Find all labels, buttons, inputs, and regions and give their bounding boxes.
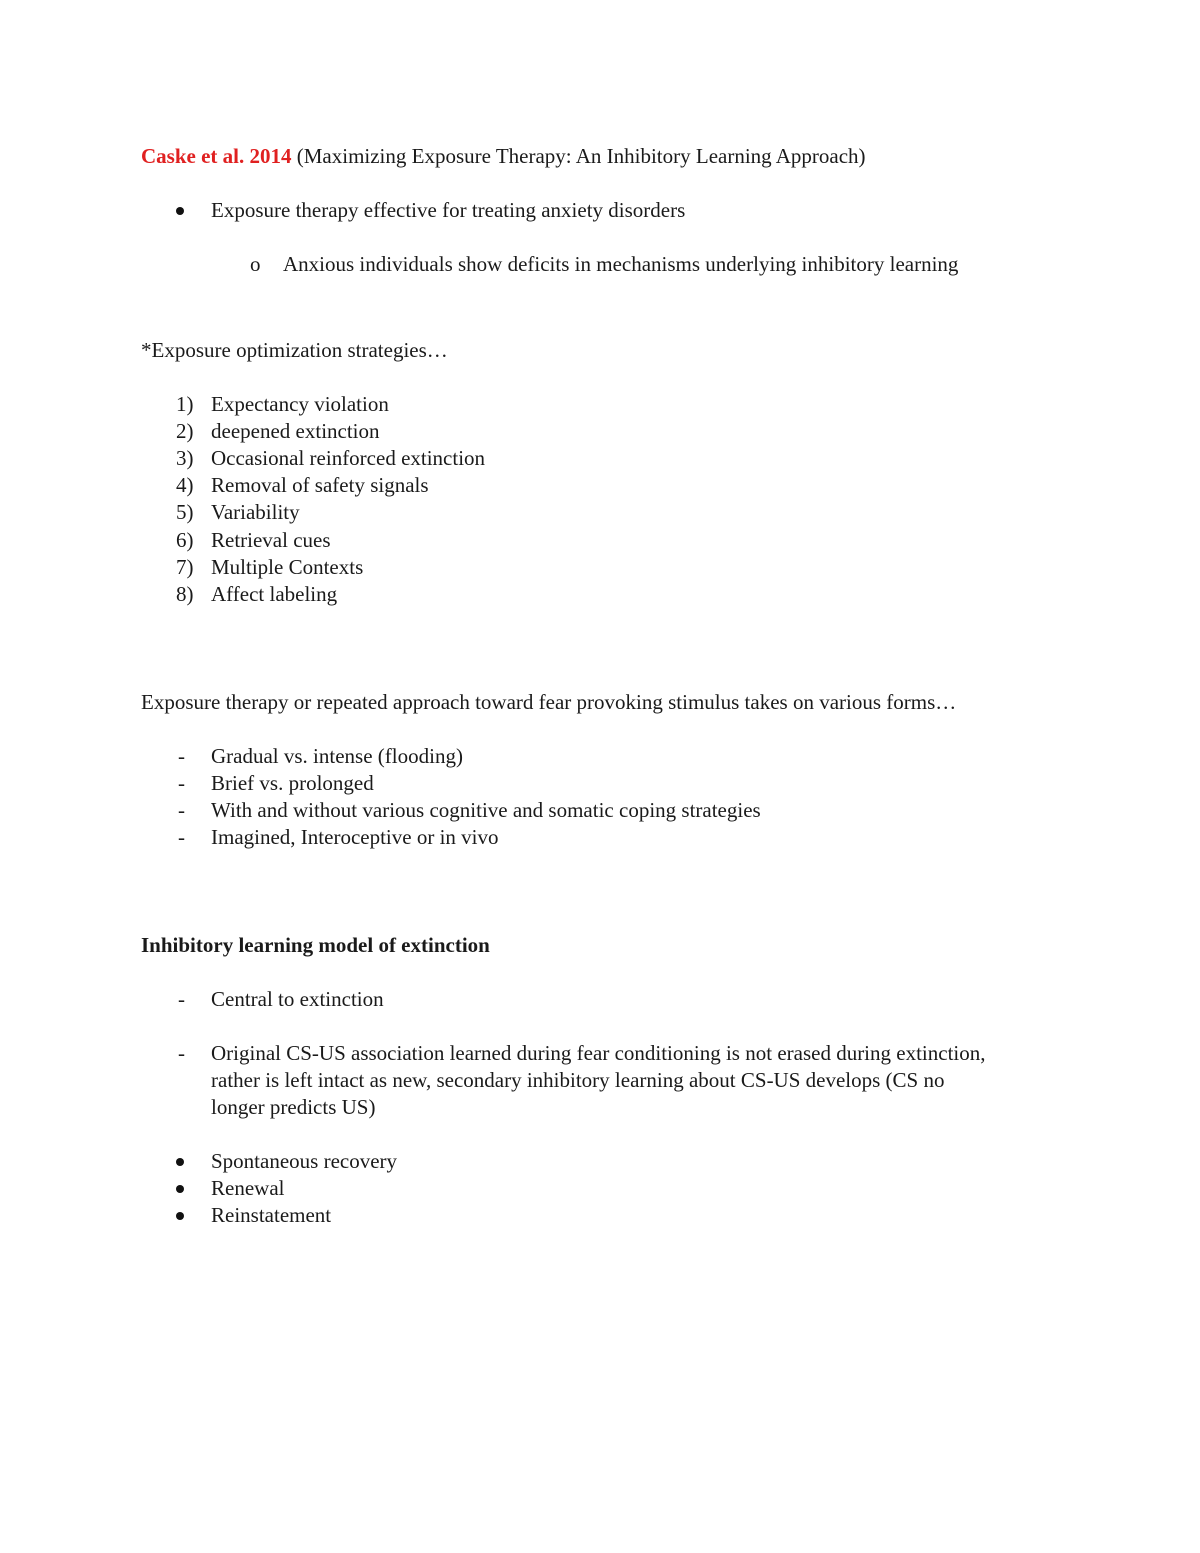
dash-marker: - [178, 825, 185, 849]
bullet-dot-icon [176, 1212, 184, 1220]
list-number: 1) [176, 392, 194, 416]
list-item-text: Gradual vs. intense (flooding) [211, 744, 463, 768]
list-item-text: Brief vs. prolonged [211, 771, 374, 795]
list-item-text: Affect labeling [211, 582, 338, 606]
intro-bullet-text: Exposure therapy effective for treating anxiety disorders [211, 198, 686, 222]
dash-marker: - [178, 771, 185, 795]
title-paren: (Maximizing Exposure Therapy: An Inhibitory Learning Approach) [291, 144, 866, 168]
dash-marker: - [178, 744, 185, 768]
dash-marker: - [178, 987, 185, 1011]
list-item-text: Renewal [211, 1176, 285, 1200]
list-item-text: Occasional reinforced extinction [211, 446, 486, 470]
intro-subbullet-text: Anxious individuals show deficits in mechanisms underlying inhibitory learning [283, 252, 959, 276]
list-number: 8) [176, 582, 194, 606]
list-item-text: Expectancy violation [211, 392, 389, 416]
dash-marker: - [178, 798, 185, 822]
document-title [141, 143, 866, 170]
list-item-text: Original CS-US association learned during fear conditioning is not erased during extinction, rather is left intact as new, secondary inhibitory learning about CS-US develops (CS no longer predicts US) [211, 1041, 986, 1119]
bullet-dot-icon [176, 1185, 184, 1193]
list-item-text: Imagined, Interoceptive or in vivo [211, 825, 499, 849]
citation: Caske et al. 2014 [141, 144, 292, 168]
list-item-text: Spontaneous recovery [211, 1149, 398, 1173]
bullet-dot-icon [176, 207, 184, 215]
list-number: 5) [176, 500, 194, 524]
bullet-dot-icon [176, 1158, 184, 1166]
strategies-heading: *Exposure optimization strategies… [141, 338, 448, 362]
list-number: 2) [176, 419, 194, 443]
list-item-text: Central to extinction [211, 987, 384, 1011]
list-number: 7) [176, 555, 194, 579]
list-item-text: Reinstatement [211, 1203, 332, 1227]
list-item-text: With and without various cognitive and somatic coping strategies [211, 798, 761, 822]
list-item-text: Retrieval cues [211, 528, 331, 552]
dash-marker: - [178, 1041, 185, 1065]
list-number: 6) [176, 528, 194, 552]
list-item-text: Variability [211, 500, 300, 524]
subbullet-marker: o [250, 252, 261, 276]
list-number: 3) [176, 446, 194, 470]
list-number: 4) [176, 473, 194, 497]
list-item-text: deepened extinction [211, 419, 380, 443]
list-item-text: Multiple Contexts [211, 555, 364, 579]
model-heading: Inhibitory learning model of extinction [141, 933, 490, 957]
list-item-text: Removal of safety signals [211, 473, 429, 497]
forms-heading: Exposure therapy or repeated approach toward fear provoking stimulus takes on various forms… [141, 690, 957, 714]
